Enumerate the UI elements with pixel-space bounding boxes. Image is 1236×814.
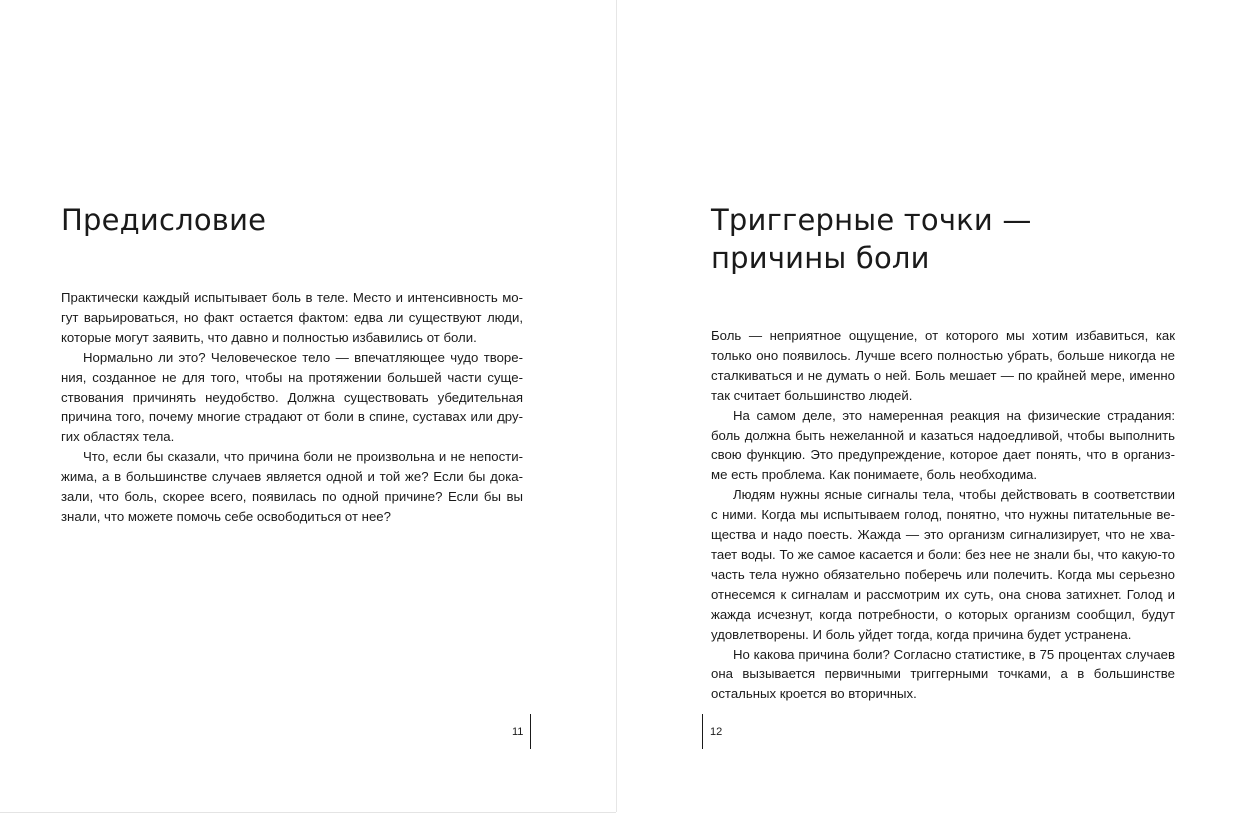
right-page-number: 12 bbox=[710, 726, 723, 738]
right-folio-rule bbox=[702, 714, 703, 749]
left-paragraph-3: Что, если бы сказали, что причина боли не произвольна и не непостижима, а в большинстве случаев является одной и той же? Если бы доказали, что боль, скорее всего, появилась по одной причине? Если бы вы знали, что можете помочь себе освободиться от нее? bbox=[61, 449, 523, 524]
right-page-heading bbox=[711, 201, 1032, 277]
left-page-body bbox=[61, 288, 523, 527]
left-paragraph-2: Нормально ли это? Человеческое тело — впечатляющее чудо творения, созданное не для того, чтобы на протяжении большей части существования причинять неудобство. Должна существовать убедительная причина того, почему многие страдают от боли в спине, суставах или других областях тела. bbox=[61, 349, 523, 445]
right-heading-line-2: причины боли bbox=[711, 241, 930, 275]
left-folio-rule bbox=[530, 714, 531, 749]
right-page bbox=[617, 0, 1236, 812]
right-paragraph-3: Людям нужны ясные сигналы тела, чтобы действовать в соответствии с ними. Когда мы испытываем голод, понятно, что нужны питательные вещества и надо поесть. Жажда — это организм сигнализирует, что не хватает воды. То же самое касается и боли: без нее не знали бы, что какую-то часть тела нужно обязательно поберечь или полечить. Когда мы серьезно отнесемся к сигналам и рассмотрим их суть, она снова затихнет. Голод и жажда исчезнут, когда потребности, о которых организм сообщил, будут удовлетворены. И боль уйдет тогда, когда причина будет устранена. bbox=[711, 487, 1175, 642]
left-heading-text: Предисловие bbox=[61, 203, 267, 237]
right-paragraph-4: Но какова причина боли? Согласно статистике, в 75 процентах случаев она вызывается первичными триггерными точками, а в большинстве остальных кроется во вторичных. bbox=[711, 646, 1175, 702]
right-page-body bbox=[711, 326, 1175, 704]
left-page bbox=[0, 0, 616, 813]
left-page-number: 11 bbox=[512, 726, 524, 738]
right-paragraph-1: Боль — неприятное ощущение, от которого мы хотим избавиться, как только оно появилось. Лучше всего полностью убрать, больше никогда не сталкиваться и не думать о ней. Боль мешает — по крайней мере, именно так считает большинство людей. bbox=[711, 328, 1175, 403]
left-page-heading bbox=[61, 201, 266, 239]
right-heading-line-1: Триггерные точки — bbox=[711, 203, 1032, 237]
right-paragraph-2: На самом деле, это намеренная реакция на физические страдания: боль должна быть нежеланной и казаться надоедливой, чтобы выполнить свою функцию. Это предупреждение, которое дает понять, что в организме есть проблема. Как понимаете, боль необходима. bbox=[711, 407, 1175, 483]
left-paragraph-1: Практически каждый испытывает боль в теле. Место и интенсивность могут варьироваться, но факт остается фактом: едва ли существуют люди, которые могут заявить, что давно и полностью избавились от боли. bbox=[61, 290, 523, 345]
